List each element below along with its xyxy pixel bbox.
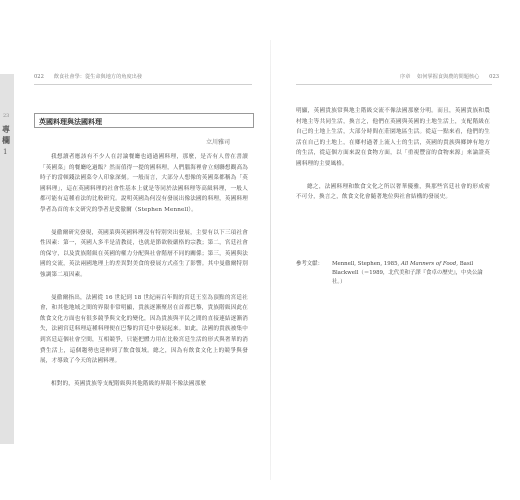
right-paragraph-2: 總之，法國料理和飲食文化之所以奢華優雅，與那些宮廷社會的形成密不可分，換言之，飲食文化會隨著地位與社會結構的發展史。 <box>296 183 490 201</box>
column-author: 立川雅司 <box>205 139 230 146</box>
left-page-header <box>34 73 142 80</box>
left-paragraph-4: 相對的，英國貴族等支配階級與其他階級的界限不像法國那麼 <box>51 380 207 387</box>
side-tab-mark: 1 <box>3 148 8 156</box>
left-page-number: 022 <box>34 74 44 80</box>
left-running-title: 飲食社會學：從生命與地方的角度出發 <box>53 74 143 80</box>
left-page-body <box>40 152 248 401</box>
book-spine-divider <box>270 40 271 480</box>
reference-author: Mennell, Stephen, 1985, <box>332 261 400 267</box>
right-paragraph-1: 明顯，英國貴族常與地主階級交流不像法國那麼分明。而且，英國貴族和農村地主等共同生活，換言之，他們在英國與英國的土地生活上，支配階級在自己的土地上生活，大部分時間在莊園地區生活。從這一點來看，他們的生活在自己的土地上，在鄉村過著上流人士的生活，英國的貴族與鄉紳有地方的生活，從這個方面來說在食物方面，以「重視豐富的食物來源」來論證英國料理的主要風格。 <box>296 108 490 167</box>
side-tab-title-char-1: 專 <box>2 124 10 134</box>
side-tab-title-char-2: 欄 <box>2 135 10 145</box>
section-side-tab <box>0 74 14 444</box>
right-running-label: 序章 <box>400 74 411 80</box>
left-header-rule <box>34 84 252 85</box>
left-paragraph-2: 曼徹爾研究發現，英國菜與英國料理沒有特別突出發展，主要有以下三項社會性因素：第一，英國人多半是清教徒，也就是節欲較嚴格的宗教；第二，宮廷社會的保守，以及貴族階級在英國的權力分配與社會階層不同的關係；第三，英國與法國的交流，英法兩國地理上的差異對美食的發展方式產生了影響。其中曼徹爾特別強調第二項因素。 <box>40 229 248 278</box>
column-box-title: 英國料理與法國料理 <box>34 113 254 128</box>
right-page-body <box>296 106 490 215</box>
right-header-rule <box>296 84 492 85</box>
left-paragraph-1: 我想讀者應該有不少人在討論餐廳也通過國料理，那麼，是否有人曾在書讀「英國菜」的餐廳吃過飯？然而值得一提的國料理，人們腦海裡會立刻聯想觀高為時子的當頓錢法國菜令人印象深刻。一般而言，大部分人想像的英國菜都稱為「英國料理」，這在英國料理的社會性基本上就是等同於法國料理等高級料理，一般人都可能有這種看法的比較研究。說明英國為何沒有發展出像法國的料理，英國料理學者為首的本文研究的學者是愛徹爾（Stephen Mennell）。 <box>40 154 248 213</box>
side-tab-page-number: 23 <box>3 113 10 119</box>
right-page-header <box>400 73 499 80</box>
reference-title: All Manners of Food, <box>400 261 458 267</box>
reference-entry <box>332 260 490 287</box>
right-page-number: 023 <box>489 74 500 80</box>
references-label: 參考文獻： <box>296 261 323 267</box>
reference-publisher: Basil Blackwell（＝1989，北代美和子譯『食卓の歷史』，中央公論社。） <box>332 261 483 285</box>
right-running-title: 如何掌握食與農的問題核心 <box>417 74 480 80</box>
left-paragraph-3: 曼徹爾指出，法國從 16 世紀到 18 世紀兩百年間的宮廷王室為頂點的宮廷社會，和其他地域之間的界限非常明顯，貴族逐漸聚居在首都巴黎，貴族階級因此在飲食文化方面也有很多競爭與文化的變化，因為貴族與平民之間的直接連結逐漸消失，法國宮廷料理這種料理便在巴黎的宮廷中發展起來。如此，法國的貴族被集中到宮廷這個社會空間，互相競爭，只能把體力用在比較宮廷生活的形式與奢華的消費生活上，這個趨勢也延伸到了飲食領域。總之，因為有飲食文化上的競爭與發展，才導致了今天的法國料理。 <box>40 294 248 365</box>
references-block <box>296 260 490 287</box>
